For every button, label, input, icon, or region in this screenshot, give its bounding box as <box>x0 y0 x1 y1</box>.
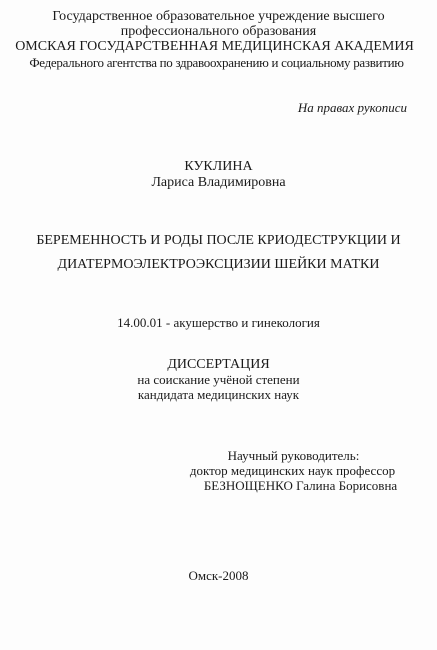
place-year: Омск-2008 <box>188 568 249 583</box>
institution-line-1: Государственное образовательное учреждение высшего <box>52 9 385 24</box>
supervisor-degree: доктор медицинских наук профессор <box>189 463 396 478</box>
academy-name: ОМСКАЯ ГОСУДАРСТВЕННАЯ МЕДИЦИНСКАЯ АКАДЕМИЯ <box>15 39 414 54</box>
work-type-line-1: на соискание учёной степени <box>137 372 300 387</box>
supervisor-label: Научный руководитель: <box>227 448 360 463</box>
specialty-code: 14.00.01 - акушерство и гинекология <box>117 315 320 330</box>
author-name: Лариса Владимировна <box>151 175 286 190</box>
dissertation-title-line-2: ДИАТЕРМОЭЛЕКТРОЭКСЦИЗИИ ШЕЙКИ МАТКИ <box>57 257 380 272</box>
agency-name: Федерального агентства по здравоохранению и социальному развитию <box>29 55 404 70</box>
supervisor-name: БЕЗНОЩЕНКО Галина Борисовна <box>203 478 398 493</box>
institution-line-2: профессионального образования <box>120 24 317 39</box>
dissertation-title-line-1: БЕРЕМЕННОСТЬ И РОДЫ ПОСЛЕ КРИОДЕСТРУКЦИИ И <box>36 233 401 248</box>
author-surname: КУКЛИНА <box>184 159 253 174</box>
work-type-line-2: кандидата медицинских наук <box>137 387 300 402</box>
rights-note: На правах рукописи <box>297 100 407 115</box>
work-type-label: ДИССЕРТАЦИЯ <box>167 357 270 372</box>
